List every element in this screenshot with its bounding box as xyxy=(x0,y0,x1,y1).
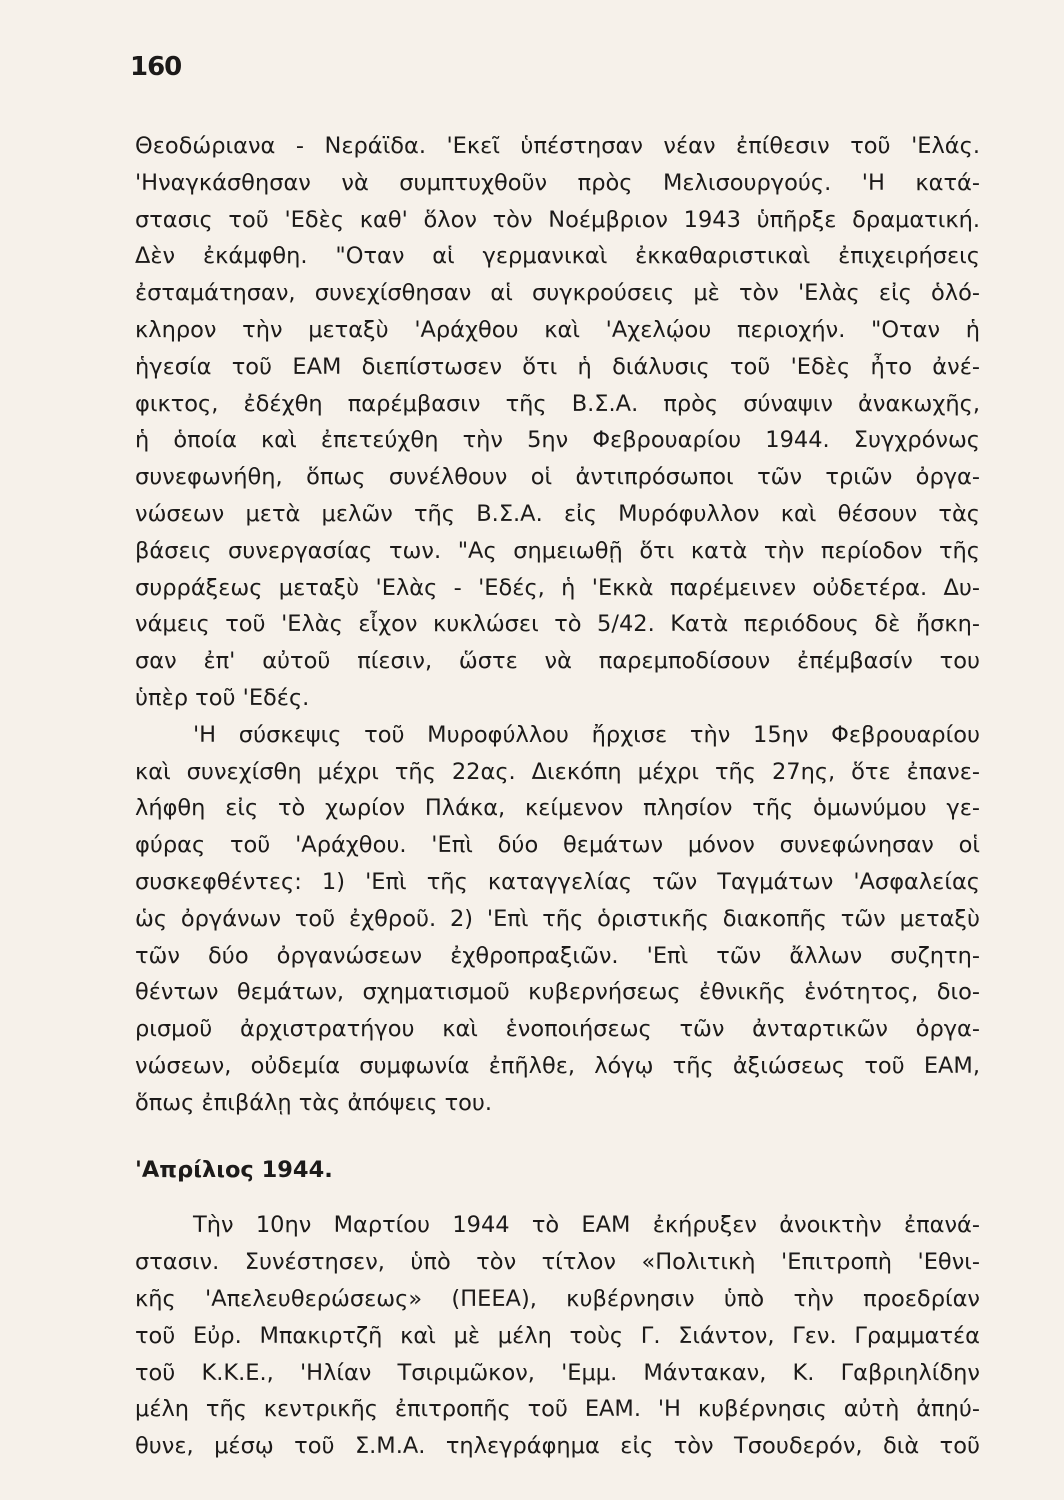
text-line: ὅπως ἐπιβάλῃ τὰς ἀπόψεις του. xyxy=(135,1089,493,1116)
text-line: θέντων θεμάτων, σχηματισμοῦ κυβερνήσεως ἐθνικῆς ἑνότητος, διο- xyxy=(135,979,980,1006)
text-line: Τὴν 10ην Μαρτίου 1944 τὸ ΕΑΜ ἐκήρυξεν ἀνοικτὴν ἐπανά- xyxy=(193,1212,980,1239)
text-line: Θεοδώριανα - Νεράϊδα. 'Εκεῖ ὑπέστησαν νέαν ἐπίθεσιν τοῦ 'Ελάς. xyxy=(135,133,980,159)
text-line: βάσεις συνεργασίας των. "Ας σημειωθῇ ὅτι κατὰ τὴν περίοδον τῆς xyxy=(135,537,980,564)
text-line: συνεφωνήθη, ὅπως συνέλθουν οἱ ἀντιπρόσωποι τῶν τριῶν ὀργα- xyxy=(135,464,980,491)
text-line: καὶ συνεχίσθη μέχρι τῆς 22ας. Διεκόπη μέχρι τῆς 27ης, ὅτε ἐπανε- xyxy=(135,758,980,785)
text-line: ἡ ὁποία καὶ ἐπετεύχθη τὴν 5ην Φεβρουαρίου 1944. Συγχρόνως xyxy=(135,427,980,454)
text-line: τῶν δύο ὀργανώσεων ἐχθροπραξιῶν. 'Επὶ τῶν ἄλλων συζητη- xyxy=(135,942,980,969)
text-line: ὡς ὀργάνων τοῦ ἐχθροῦ. 2) 'Επὶ τῆς ὁριστικῆς διακοπῆς τῶν μεταξὺ xyxy=(135,905,980,932)
text-line: τοῦ Εὐρ. Μπακιρτζῆ καὶ μὲ μέλη τοὺς Γ. Σιάντον, Γεν. Γραμματέα xyxy=(135,1322,980,1349)
text-line: σαν ἐπ' αὐτοῦ πίεσιν, ὥστε νὰ παρεμποδίσουν ἐπέμβασίν του xyxy=(135,648,980,675)
text-line: 'Η σύσκεψις τοῦ Μυροφύλλου ἤρχισε τὴν 15ην Φεβρουαρίου xyxy=(193,721,980,748)
paragraph-3 xyxy=(135,1207,980,1465)
section-heading: 'Απρίλιος 1944. xyxy=(135,1156,333,1183)
text-line: ρισμοῦ ἀρχιστρατήγου καὶ ἑνοποιήσεως τῶν ἀνταρτικῶν ὀργα- xyxy=(135,1016,980,1043)
text-line: λήφθη εἰς τὸ χωρίον Πλάκα, κείμενον πλησίον τῆς ὁμωνύμου γε- xyxy=(135,795,980,822)
text-line: νώσεων μετὰ μελῶν τῆς Β.Σ.Α. εἰς Μυρόφυλλον καὶ θέσουν τὰς xyxy=(135,500,980,527)
text-line: Δὲν ἐκάμφθη. "Οταν αἱ γερμανικαὶ ἐκκαθαριστικαὶ ἐπιχειρήσεις xyxy=(135,243,980,270)
body-text xyxy=(135,128,980,1465)
text-line: φικτος, ἐδέχθη παρέμβασιν τῆς Β.Σ.Α. πρὸς σύναψιν ἀνακωχῆς, xyxy=(135,390,980,417)
text-line: συρράξεως μεταξὺ 'Ελὰς - 'Εδές, ἡ 'Εκκὰ παρέμεινεν οὐδετέρα. Δυ- xyxy=(135,574,980,601)
paragraph-2 xyxy=(135,717,980,1122)
text-line: συσκεφθέντες: 1) 'Επὶ τῆς καταγγελίας τῶν Ταγμάτων 'Ασφαλείας xyxy=(135,868,980,895)
text-line: ὑπὲρ τοῦ 'Εδές. xyxy=(135,684,310,711)
page-number: 160 xyxy=(130,52,182,82)
text-line: στασις τοῦ 'Εδὲς καθ' ὅλον τὸν Νοέμβριον 1943 ὑπῆρξε δραματική. xyxy=(135,206,980,233)
text-line: στασιν. Συνέστησεν, ὑπὸ τὸν τίτλον «Πολιτικὴ 'Επιτροπὴ 'Εθνι- xyxy=(135,1249,980,1276)
text-line: κῆς 'Απελευθερώσεως» (ΠΕΕΑ), κυβέρνησιν ὑπὸ τὴν προεδρίαν xyxy=(135,1285,980,1312)
text-line: θυνε, μέσῳ τοῦ Σ.Μ.Α. τηλεγράφημα εἰς τὸν Τσουδερόν, διὰ τοῦ xyxy=(135,1433,980,1460)
text-line: μέλη τῆς κεντρικῆς ἐπιτροπῆς τοῦ ΕΑΜ. 'Η κυβέρνησις αὐτὴ ἀπηύ- xyxy=(135,1396,980,1423)
text-line: φύρας τοῦ 'Αράχθου. 'Επὶ δύο θεμάτων μόνον συνεφώνησαν οἱ xyxy=(135,832,980,859)
text-line: ἡγεσία τοῦ ΕΑΜ διεπίστωσεν ὅτι ἡ διάλυσις τοῦ 'Εδὲς ἦτο ἀνέ- xyxy=(135,353,980,380)
text-line: νάμεις τοῦ 'Ελὰς εἶχον κυκλώσει τὸ 5/42. Κατὰ περιόδους δὲ ἤσκη- xyxy=(135,611,980,638)
text-line: κληρον τὴν μεταξὺ 'Αράχθου καὶ 'Αχελῴου περιοχήν. "Οταν ἡ xyxy=(135,316,980,343)
paragraph-1 xyxy=(135,128,980,717)
text-line: νώσεων, οὐδεμία συμφωνία ἐπῆλθε, λόγῳ τῆς ἀξιώσεως τοῦ ΕΑΜ, xyxy=(135,1052,980,1079)
text-line: 'Ηναγκάσθησαν νὰ συμπτυχθοῦν πρὸς Μελισουργούς. 'Η κατά- xyxy=(135,169,980,196)
text-line: τοῦ Κ.Κ.Ε., 'Ηλίαν Τσιριμῶκον, 'Εμμ. Μάντακαν, Κ. Γαβριηλίδην xyxy=(135,1359,980,1386)
text-line: ἐσταμάτησαν, συνεχίσθησαν αἱ συγκρούσεις μὲ τὸν 'Ελὰς εἰς ὁλό- xyxy=(135,280,980,307)
